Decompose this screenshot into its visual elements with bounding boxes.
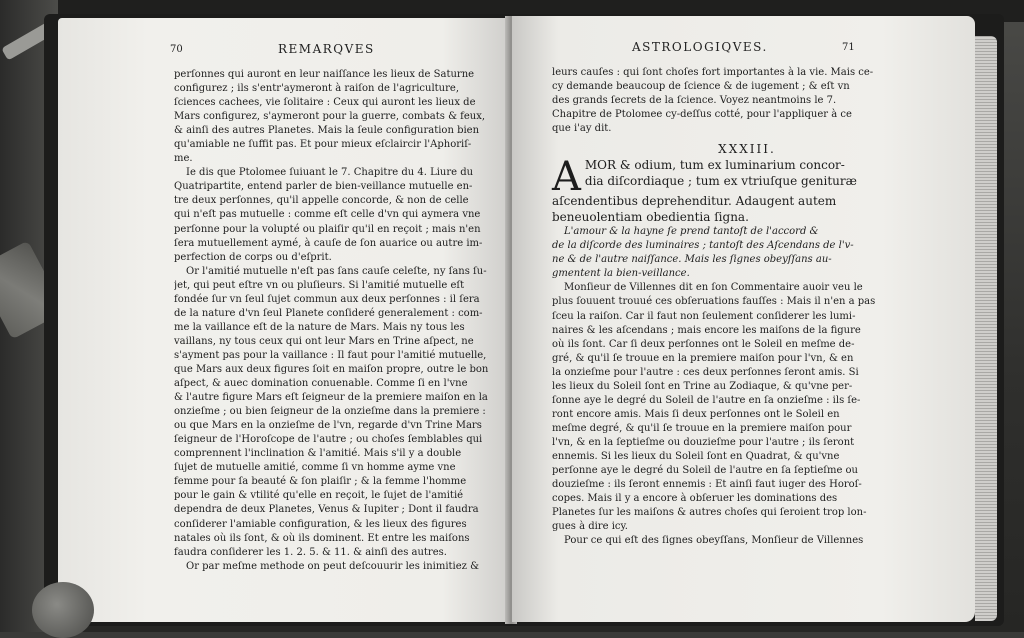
italic-line: de la diſcorde des luminaires ; tantoſt des Aſcendans de l'v- [552,240,854,252]
text-line: l'vn, & en la ſeptieſme ou douzieſme pour l'autre ; ils ſeront [552,436,855,448]
running-head-left: REMARQVES [278,42,375,56]
text-line: où ils ſont. Car ſi deux perſonnes ont le Soleil en meſme de- [552,338,855,350]
latin-aphorism [552,154,942,225]
drop-cap: A [552,154,581,201]
right-page [512,16,975,622]
text-line: aſpect, & auec domination conuenable. Comme ſi en l'vne [174,378,468,390]
text-line: meſme degré, & qu'il ſe trouue en la premiere maiſon pour [552,422,852,434]
text-line: me. [174,153,193,165]
italic-line: L'amour & la hayne ſe prend tantoſt de l'accord & [564,226,819,238]
text-line: qui n'eſt pas mutuelle : comme eſt celle d'vn qui aymera vne [174,209,481,221]
text-line: onzieſme ; ou bien ſeigneur de la onzieſme dans la premiere : [174,406,486,418]
text-line: Chapitre de Ptolomee cy-deſſus cotté, pour l'appliquer à ce [552,109,852,121]
text-line: naires & les aſcendans ; mais encore les maiſons de la figure [552,324,861,336]
text-line: natales où ils ſont, & où ils dominent. Et entre les maiſons [174,532,470,544]
page-edges [975,36,997,621]
text-line: pour le gain & vtilité qu'elle en reçoit, le ſujet de l'amitié [174,490,464,502]
latin-line: beneuolentiam obedientia ſigna. [552,209,749,224]
text-line: femme pour ſa beauté & ſon plaiſir ; & la femme l'homme [174,476,467,488]
running-head-right: ASTROLOGIQVES. [632,40,768,54]
text-line: copes. Mais il y a encore à obſeruer les dominations des [552,493,838,505]
text-line: fondée ſur vn ſeul ſujet commun aux deux perſonnes : il ſera [174,293,480,305]
text-line: conſiderer l'amiable configuration, & les lieux des figures [174,518,467,530]
text-line: s'ayment pas pour la vaillance : Il faut pour l'amitié mutuelle, [174,349,487,361]
text-line: gues à dire icy. [552,521,628,533]
text-line: ſceu la raiſon. Car il faut non ſeulement conſiderer les lumi- [552,310,856,322]
latin-line: MOR & odium, tum ex luminarium concor- [584,158,845,173]
text-line: ſeigneur de l'Horoſcope de l'autre ; ou choſes ſemblables qui [174,434,483,446]
text-line: ou que Mars en la onzieſme de l'vn, regarde d'vn Trine Mars [174,420,482,432]
text-line: des grands ſecrets de la ſcience. Voyez neantmoins le 7. [552,95,837,107]
text-line: Monſieur de Villennes dit en ſon Commentaire auoir veu le [564,282,863,294]
text-line: ſciences cachees, vie ſolitaire : Ceux qui auront les lieux de [174,97,476,109]
text-line: ſujet de mutuelle amitié, comme ſi vn homme ayme vne [174,462,456,474]
text-line: vaillans, ny tous ceux qui ont leur Mars en Trine aſpect, ne [174,335,474,347]
text-line: ront encore amis. Mais ſi deux perſonnes ont le Soleil en [552,408,840,420]
page-number-left: 70 [170,44,183,55]
thumb [32,582,94,638]
text-line: Pour ce qui eſt des ſignes obeyſſans, Monſieur de Villennes [564,535,864,547]
text-line: ſonne aye le degré du Soleil de l'autre en ſa onzieſme : ils ſe- [552,394,861,406]
text-line: Or par meſme methode on peut deſcouurir les inimitiez & [186,560,480,572]
section-number: XXXIII. [718,142,776,157]
italic-line: ne & de l'autre naiſſance. Mais les ſignes obeyſſans au- [552,254,832,266]
text-line: que Mars aux deux figures ſoit en maiſon propre, outre le bon [174,363,489,375]
text-line: comprennent l'inclination & l'amitié. Mais s'il y a double [174,448,462,460]
text-line: & ainſi des autres Planetes. Mais la ſeule configuration bien [174,125,480,137]
text-line: leurs cauſes : qui ſont choſes fort importantes à la vie. Mais ce- [552,67,874,78]
text-line: tre deux perſonnes, qu'il appelle concorde, & non de celle [174,195,469,207]
text-line: qu'amiable ne ſuffit pas. Et pour mieux eſclaircir l'Aphoriſ- [174,139,472,151]
text-line: dependra de deux Planetes, Venus & Iupiter ; Dont il faudra [174,504,479,516]
text-line: Ie dis que Ptolomee ſuiuant le 7. Chapitre du 4. Liure du [186,167,474,179]
text-line: perſonne pour la volupté ou plaiſir qu'il en reçoit ; mais n'en [174,223,481,235]
text-line: perſonne aye le degré du Soleil de l'autre en ſa ſeptieſme ou [552,465,859,477]
right-page-text [552,66,942,548]
text-line: les lieux du Soleil ſont en Trine au Zodiaque, & qu'vne per- [552,380,853,392]
page-number-right: 71 [842,42,855,53]
latin-line: aſcendentibus deprehenditur. Adaugent autem [552,194,837,209]
text-line: gré, & qu'il ſe trouue en la premiere maiſon pour l'vn, & en [552,352,854,364]
text-line: faudra conſiderer les 1. 2. 5. & 11. & ainſi des autres. [174,546,447,558]
text-line: douzieſme : ils ſeront ennemis : Et ainſi faut iuger des Horoſ- [552,479,862,491]
text-line: configurez ; ils s'entr'aymeront à raiſon de l'agriculture, [174,83,459,95]
text-line: perfection de corps ou d'eſprit. [174,251,332,263]
text-line: Mars configurez, s'aymeront pour la guerre, combats & feux, [174,111,486,123]
text-line: de la nature d'vn ſeul Planete conſideré generalement : com- [174,307,483,319]
text-line: plus ſouuent trouué ces obſeruations fauſſes : Mais il n'en a pas [552,296,876,308]
left-page [58,18,510,622]
text-line: la onzieſme pour l'autre : ces deux perſonnes ſeront amis. Si [552,366,859,378]
left-page-text [174,68,510,574]
text-line: Or l'amitié mutuelle n'eſt pas ſans cauſe celeſte, ny ſans ſu- [186,265,487,277]
text-line: cy demande beaucoup de ſcience & de iugement ; & eſt vn [552,81,850,93]
text-line: perſonnes qui auront en leur naiſſance les lieux de Saturne [174,69,475,80]
text-line: ſera mutuellement aymé, à cauſe de ſon auarice ou autre im- [174,237,483,249]
text-line: & l'autre figure Mars eſt ſeigneur de la premiere maiſon en la [174,392,488,404]
text-line: Quatripartite, entend parler de bien-veillance mutuelle en- [174,181,473,193]
text-line: ennemis. Si les lieux du Soleil ſont en Quadrat, & qu'vne [552,450,840,462]
text-line: jet, qui peut eſtre vn ou pluſieurs. Si l'amitié mutuelle eſt [174,279,465,291]
text-line: Planetes ſur les maiſons & autres choſes qui ſeroient trop lon- [552,507,867,519]
italic-line: gmentent la bien-veillance. [552,268,690,280]
text-line: que i'ay dit. [552,123,612,135]
latin-line: dia diſcordiaque ; tum ex vtriuſque genituræ [584,173,857,188]
text-line: me la vaillance eſt de la nature de Mars. Mais ny tous les [174,321,465,333]
